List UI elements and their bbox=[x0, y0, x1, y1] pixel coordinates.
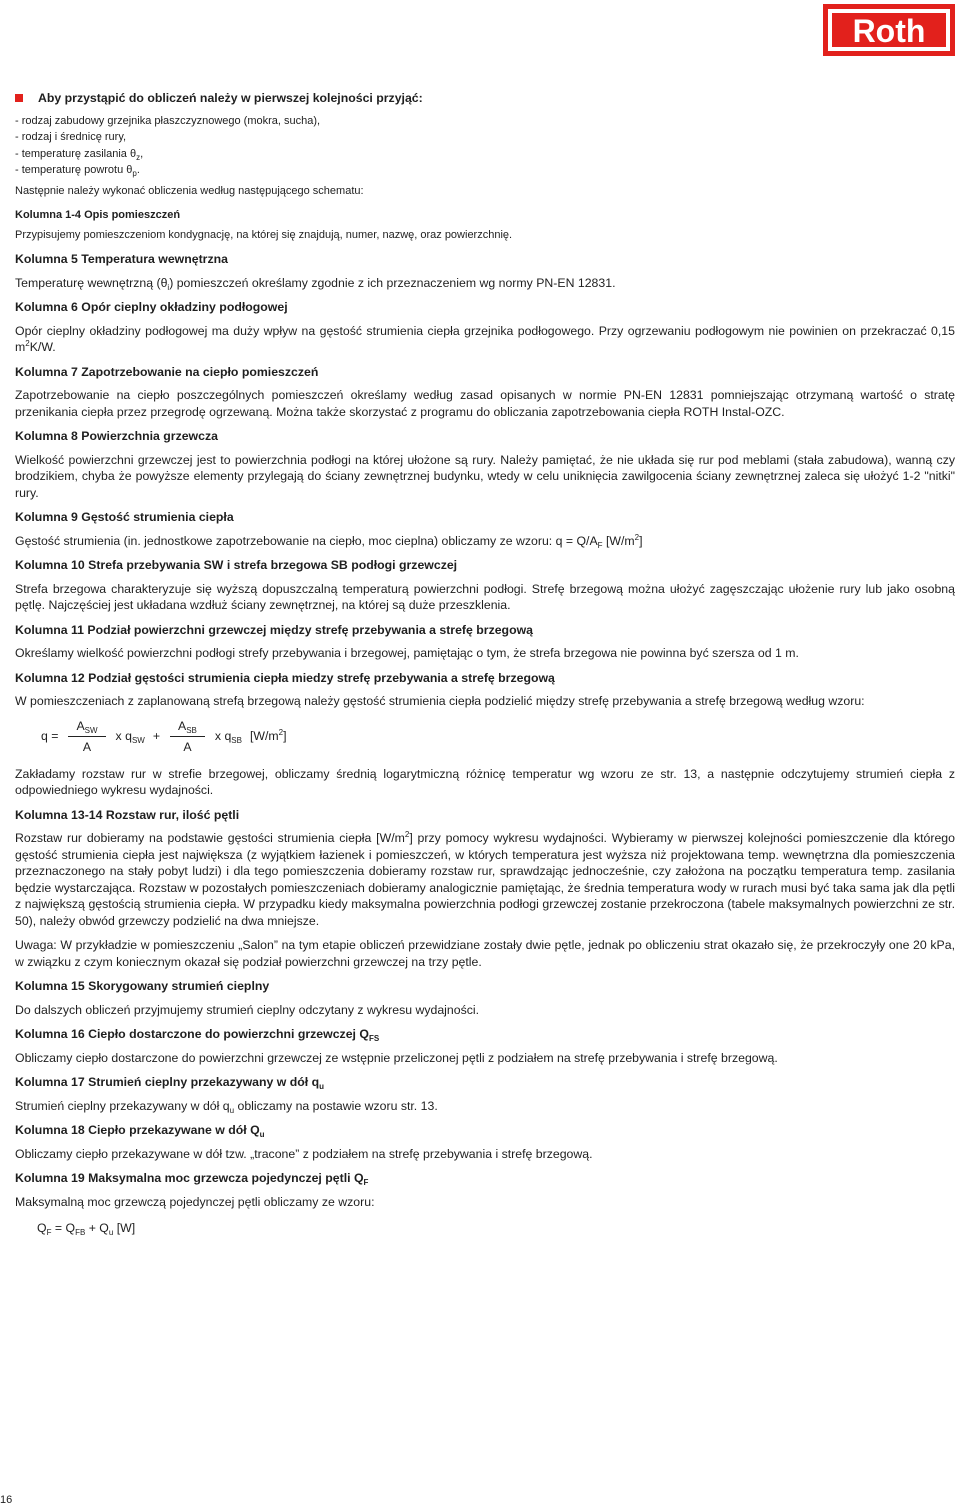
logo-text: Roth bbox=[852, 13, 926, 49]
intro-list-item: - rodzaj zabudowy grzejnika płaszczyznowego (mokra, sucha), bbox=[15, 114, 321, 127]
page-number: 16 bbox=[0, 1494, 13, 1506]
section-heading: Kolumna 15 Skorygowany strumień cieplny bbox=[15, 979, 270, 993]
section-text: Strumień cieplny przekazywany w dół $q_u$ obliczamy na postawie wzoru str. 13. bbox=[15, 1098, 438, 1115]
section-text: Wielkość powierzchni grzewczej jest to powierzchnia podłogi na której ułożone są rury. Należy pamiętać, że nie układa się rur pod meblami (stała zabudowa), wanną czy brodzikiem, chyba że powyższe elementy przylegają do ściany zewnętrznej budynku, wtedy w celu uniknięcia zawilgocenia ściany zewnętrznej zaleca się ułożyć 1-2 "nitki" rury. bbox=[15, 452, 955, 500]
section-text: Gęstość strumienia (in. jednostkowe zapotrzebowanie na ciepło, moc cieplna) obliczamy ze wzoru: $q = Q/A_F$ $[W/m^2]$ bbox=[15, 532, 643, 550]
intro-list-item: - temperaturę powrotu $\theta_p$. bbox=[15, 164, 140, 178]
section-text: Strefa brzegowa charakteryzuje się wyższą dopuszczalną temperaturą powierzchni podłogi. Strefę brzegową można ułożyć zagęszczając ułożenie rury lub jako osobną pętlę. Najczęściej jest układana wzdłuż ściany zewnętrznej, na której są duże przeszklenia. bbox=[15, 581, 955, 612]
section-heading: Kolumna 1-4 Opis pomieszczeń bbox=[15, 209, 181, 221]
section-heading: Kolumna 17 Strumień cieplny przekazywany w dół $q_u$ bbox=[15, 1075, 324, 1091]
intro-heading: Aby przystąpić do obliczeń należy w pierwszej kolejności przyjąć: bbox=[15, 90, 955, 107]
section-text: Obliczamy ciepło przekazywane w dół tzw. „tracone” z podziałem na strefę przebywania i strefę brzegową. bbox=[15, 1146, 593, 1161]
section-text: Opór cieplny okładziny podłogowej ma duży wpływ na gęstość strumienia ciepła grzejnika podłogowego. Przy ogrzewaniu podłogowym nie powinien on przekraczać 0,15 $m^2K/W$. bbox=[15, 323, 955, 354]
zone-heat-formula: q = $\frac{A_{SW}}{A}$ x $q_{SW}$ + $\frac{A_{SB}}{A}$ x $q_{SB}$ $[W/m^2]$ bbox=[41, 718, 287, 754]
intro-after: Następnie należy wykonać obliczenia według następującego schematu: bbox=[15, 184, 364, 197]
section-heading: Kolumna 11 Podział powierzchni grzewczej między strefę przebywania a strefę brzegową bbox=[15, 622, 533, 637]
section-heading: Kolumna 9 Gęstość strumienia ciepła bbox=[15, 510, 234, 524]
section-text: Przypisujemy pomieszczeniom kondygnację, na której się znajdują, numer, nazwę, oraz powierzchnię. bbox=[15, 228, 513, 241]
section-heading: Kolumna 16 Ciepło dostarczone do powierzchni grzewczej $Q_{FS}$ bbox=[15, 1027, 380, 1043]
roth-logo bbox=[823, 4, 955, 56]
section-heading: Kolumna 8 Powierzchnia grzewcza bbox=[15, 429, 218, 443]
section-heading: Kolumna 5 Temperatura wewnętrzna bbox=[15, 252, 228, 266]
section-note: Uwaga: W przykładzie w pomieszczeniu „Salon” na tym etapie obliczeń przewidziane zostały dwie pętle, jednak po obliczeniu strat okazało się, że przekroczyły one 20 kPa, w związku z czym koniecznym okazał się podział powierzchni grzewczej na trzy pętle. bbox=[15, 938, 955, 969]
intro-list-item: - temperaturę zasilania $\theta_z$, bbox=[15, 147, 144, 162]
section-text: W pomieszczeniach z zaplanowaną strefą brzegową należy gęstość strumienia ciepła podzielić między strefę przebywania a strefę brzegową według wzoru: bbox=[15, 694, 865, 708]
intro-list-item: - rodzaj i średnicę rury, bbox=[15, 131, 127, 143]
section-text: Zakładamy rozstaw rur w strefie brzegowej, obliczamy średnią logarytmiczną różnicę temperatur wg wzoru ze str. 13, a następnie odczytujemy strumień ciepła z odpowiedniego wykresu wydajności. bbox=[15, 766, 955, 797]
document-body bbox=[15, 90, 955, 1237]
bullet-icon bbox=[15, 94, 23, 102]
fraction-sb: $\frac{A_{SB}}{A}$ bbox=[170, 718, 205, 756]
section-text: Obliczamy ciepło dostarczone do powierzchni grzewczej ze wstępnie przeliczonej pętli z podziałem na strefę przebywania i strefę brzegową. bbox=[15, 1050, 778, 1065]
fraction-sw: $\frac{A_{SW}}{A}$ bbox=[68, 718, 105, 756]
section-text: Zapotrzebowanie na ciepło poszczególnych pomieszczeń określamy według zasad opisanych w normie PN-EN 12831 pomniejszając otrzymaną wartość o stratę przenikania ciepła przez przegrodę ogrzewaną. Można także skorzystać z programu do obliczania zapotrzebowania ciepła ROTH Instal-OZC. bbox=[15, 388, 955, 419]
section-text: Do dalszych obliczeń przyjmujemy strumień cieplny odczytany z wykresu wydajności. bbox=[15, 1002, 480, 1017]
section-text: Temperaturę wewnętrzną $(\theta_i)$ pomieszczeń określamy zgodnie z ich przeznaczeniem wg normy PN-EN 12831. bbox=[15, 275, 616, 292]
section-heading: Kolumna 18 Ciepło przekazywane w dół $Q_u$ bbox=[15, 1123, 265, 1139]
section-text: Maksymalną moc grzewczą pojedynczej pętli obliczamy ze wzoru: bbox=[15, 1194, 375, 1209]
section-heading: Kolumna 13-14 Rozstaw rur, ilość pętli bbox=[15, 807, 240, 822]
loop-power-formula: $Q_F = Q_{FB} + Q_u$ [W] bbox=[37, 1221, 136, 1237]
section-text: Określamy wielkość powierzchni podłogi strefy przebywania i brzegowej, pamiętając o tym, że strefa brzegowa nie powinna być szersza od 1 m. bbox=[15, 646, 799, 660]
section-heading: Kolumna 7 Zapotrzebowanie na ciepło pomieszczeń bbox=[15, 364, 319, 379]
section-text: Rozstaw rur dobieramy na podstawie gęstości strumienia ciepła $[W/m^2]$ przy pomocy wykresu wydajności. Wybieramy w pierwszej kolejności pomieszczenie dla którego gęstość strumienia ciepła jest największa (z wyjątkiem łazienek i pomieszczeń, w których temperatura jest wyższa niż projektowana temp. wewnętrzna dla pomieszczenia przeznaczonego na stały pobyt ludzi) i dla tego pomieszczenia dobieramy rozstaw rur, sprawdzając jednocześnie, czy założona na początku temperatura temp. zasilania będzie wystarczająca. Rozstaw w pozostałych pomieszczeniach dobieramy analogicznie pamiętając, że średnia temperatura wody w rurach musi być taka sama jak dla pętli z największą gęstością strumienia ciepła. W przypadku kiedy maksymalna powierzchnia podłogi grzewczej zostanie przekroczona (tabele maksymalnych powierzchni ze str. 50), należy obwód grzewczy podzielić na dwa mniejsze. bbox=[15, 830, 955, 928]
section-heading: Kolumna 12 Podział gęstości strumienia ciepła miedzy strefę przebywania a strefę brzegową bbox=[15, 670, 555, 685]
section-heading: Kolumna 10 Strefa przebywania SW i strefa brzegowa SB podłogi grzewczej bbox=[15, 558, 458, 572]
section-heading: Kolumna 6 Opór cieplny okładziny podłogowej bbox=[15, 300, 288, 314]
section-heading: Kolumna 19 Maksymalna moc grzewcza pojedynczej pętli $Q_F$ bbox=[15, 1171, 369, 1187]
